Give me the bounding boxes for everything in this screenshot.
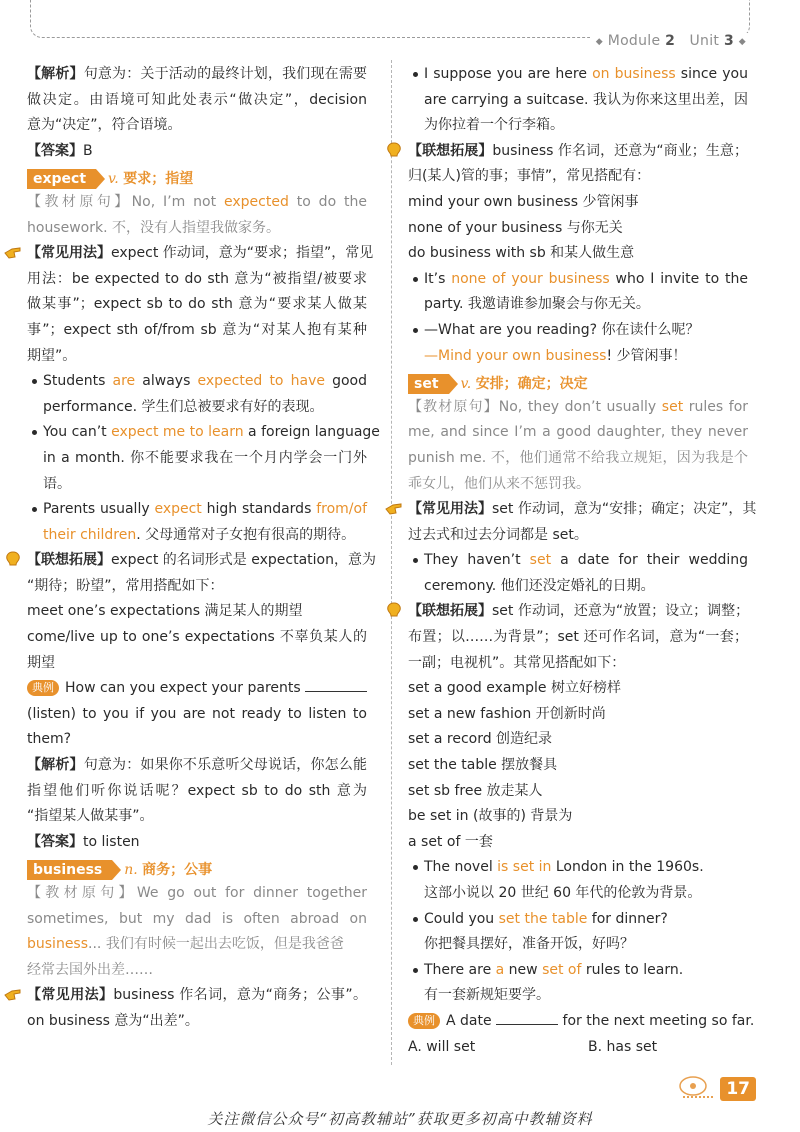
column-divider: [391, 60, 392, 1065]
pointing-hand-icon: [384, 499, 404, 517]
example-badge: 典例: [408, 1013, 440, 1029]
answer-blank: [305, 677, 367, 692]
page-number: 17: [720, 1077, 756, 1101]
running-header: ◆ Module 2 Unit 3 ◆: [590, 33, 752, 49]
option-b: B. has set: [588, 1038, 658, 1055]
option-a: A. will set: [408, 1038, 476, 1055]
example-item: Could you set the table for dinner?: [408, 907, 748, 933]
options-row: [408, 1035, 748, 1061]
right-column: I suppose you are here on business since you are carrying a suitcase. 我认为你来这里出差，因 为你拉着一个行李箱。 【联想拓展】business 作名词，还意为“商业；生意； 归(某人)管的事；事情”，常见搭配有： mind your own business 少管闲事 none of your business 与你无关 do business with sb 和某人做生意 It’s none of your business who I invite to the party. 我邀请谁参加聚会与你无关。 —What are you reading? 你在读什么呢？ —Mind your own business! 少管闲事！ set v. 安排；确定；决定 【教材原句】No, they don’t usually set rules for me, and since I’m a good daughter, they never punish me. 不，他们通常不给我立规矩，因为我是个 乖女儿，他们从来不惩罚我。 【常见用法】set 作动词，意为“安排；确定；决定”，其 过去式和过去分词都是 set。 They haven’t set a date for their wedding ceremony. 他们还没定婚礼的日期。 【联想拓展】set 作动词，还意为“放置；设立；调整； 布置；以……为背景”；set 还可作名词，意为“一套； 一副；电视机”。其常见搭配如下： set a good example 树立好榜样 set a new fashion 开创新时尚 set a record 创造纪录 set the table 摆放餐具 set sb free 放走某人 be set in (故事的) 背景为 a set of 一套 The novel is set in London in the 1960s. 这部小说以 20 世纪 60 年代的伦敦为背景。 Could you set the table for dinner? 你把餐具摆好，准备开饭，好吗？ There are a new set of rules to learn. 有一套新规矩要学。 典例 A date for the next meeting so far. A. will set B. has set: [408, 62, 748, 1060]
bulb-icon: [384, 141, 404, 161]
collocation: a set of 一套: [408, 833, 493, 850]
example-item: The novel is set in London in the 1960s.: [408, 855, 748, 881]
example-item: They haven’t set a date for their wedding: [408, 548, 748, 574]
example-badge: 典例: [27, 680, 59, 696]
analysis-line: 【解析】句意为：关于活动的最终计划，我们现在需要: [27, 66, 368, 82]
flower-ornament-icon: [678, 1075, 708, 1097]
footer-note: 关注微信公众号“初高教辅站”获取更多初高中教辅资料: [207, 1110, 593, 1128]
answer-line: 【答案】B: [27, 142, 93, 159]
collocation: set a record 创造纪录: [408, 731, 553, 748]
word-heading-expect: expect v. 要求；指望: [27, 164, 367, 190]
collocation: be set in (故事的) 背景为: [408, 808, 573, 825]
example-item: I suppose you are here on business since you: [408, 62, 748, 88]
bulb-icon: [384, 601, 404, 621]
pointing-hand-icon: [3, 985, 23, 1003]
example-question: 典例 A date for the next meeting so far.: [408, 1009, 748, 1035]
example-item: You can’t expect me to learn a foreign language: [27, 420, 367, 446]
word-heading-set: set v. 安排；确定；决定: [408, 369, 748, 395]
answer-blank: [496, 1010, 558, 1025]
bulb-icon: [3, 550, 23, 570]
example-item: —What are you reading? 你在读什么呢？: [408, 318, 748, 344]
collocation: set a new fashion 开创新时尚: [408, 705, 606, 722]
example-item: There are a new set of rules to learn.: [408, 958, 748, 984]
example-question: 典例 How can you expect your parents: [27, 676, 367, 702]
collocation: set a good example 树立好榜样: [408, 680, 621, 697]
pointing-hand-icon: [3, 243, 23, 261]
collocation: set sb free 放走某人: [408, 782, 543, 799]
example-item: Parents usually expect high standards from/of: [27, 497, 367, 523]
word-heading-business: business n. 商务；公事: [27, 855, 367, 881]
example-item: It’s none of your business who I invite to the: [408, 267, 748, 293]
example-item: Students are always expected to have good: [27, 369, 367, 395]
left-column: 【解析】句意为：关于活动的最终计划，我们现在需要 做决定。由语境可知此处表示“做决定”，decision 意为“决定”，符合语境。 【答案】B expect v. 要求；指望 【教材原句】No, I’m not expected to do the housework. 不，没有人指望我做家务。 【常见用法】expect 作动词，意为“要求；指望”，常见 用法：be expected to do sth 意为“被指望/被要求 做某事”；expect sb to do sth 意为“要求某人做某 事”；expect sth of/from sb 意为“对某人抱有某种 期望”。 Students are always expected to have good performance. 学生们总被要求有好的表现。 You can’t expect me to learn a foreign language in a month. 你不能要求我在一个月内学会一门外 语。 Parents usually expect high standards from/of their children. 父母通常对子女抱有很高的期待。 【联想拓展】expect 的名词形式是 expectation，意为 “期待；盼望”，常用搭配如下： meet one’s expectations 满足某人的期望 come/live up to one’s expectations 不辜负某人的 期望 典例 How can you expect your parents (listen) to you if you are not ready to listen to them? 【解析】句意为：如果你不乐意听父母说话，你怎么能 指望他们听你说话呢？expect sb to do sth 意为 “指望某人做某事”。 【答案】to listen business n. 商务；公事 【教材原句】We go out for dinner together sometimes, but my dad is often abroad on business... 我们有时候一起出去吃饭，但是我爸爸 经常去国外出差…… 【常见用法】business 作名词，意为“商务；公事”。 on business 意为“出差”。: [27, 62, 367, 1035]
collocation: set the table 摆放餐具: [408, 757, 558, 774]
